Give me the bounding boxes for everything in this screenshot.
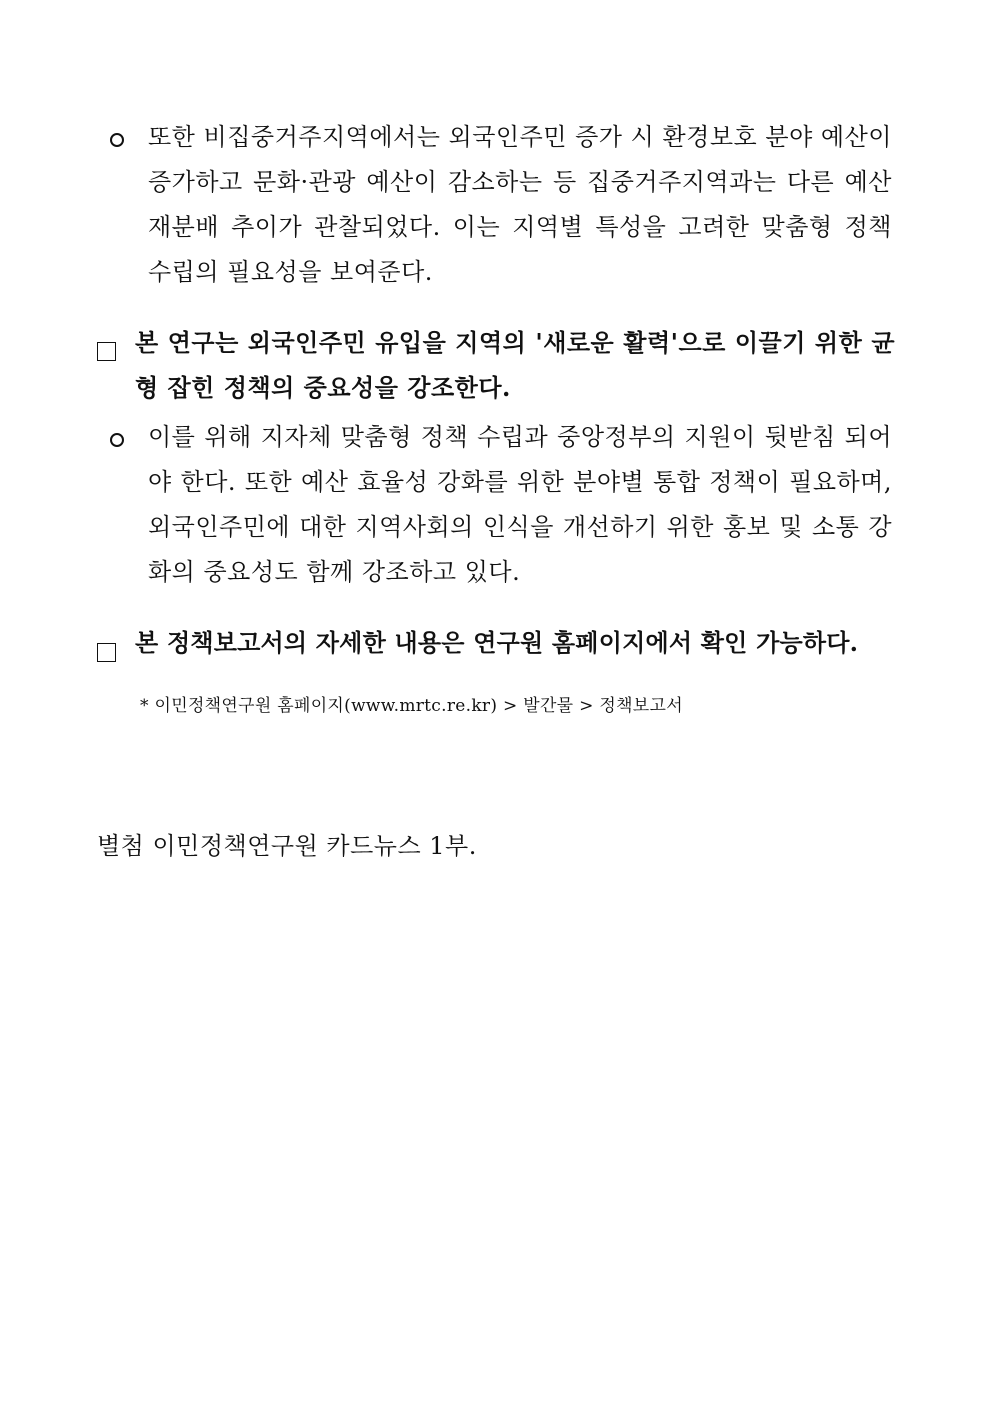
square-bullet-icon [97, 332, 116, 377]
homepage-note: * 이민정책연구원 홈페이지(www.mrtc.re.kr) > 발간물 > 정책보고서 [140, 696, 683, 716]
circle-bullet-icon [110, 418, 124, 463]
heading-report-availability: 본 정책보고서의 자세한 내용은 연구원 홈페이지에서 확인 가능하다. [135, 628, 859, 657]
heading-research-emphasis: 본 연구는 외국인주민 유입을 지역의 '새로운 활력'으로 이끌기 위한 균형 잡힌 정책의 중요성을 강조한다. [135, 328, 895, 402]
paragraph-budget-redistribution: 또한 비집중거주지역에서는 외국인주민 증가 시 환경보호 분야 예산이 증가하고 문화·관광 예산이 감소하는 등 집중거주지역과는 다른 예산 재분배 추이가 관찰되었다. 이는 지역별 특성을 고려한 맞춤형 정책 수립의 필요성을 보여준다. [148, 123, 892, 286]
attachment-line: 별첨 이민정책연구원 카드뉴스 1부. [97, 832, 477, 860]
square-bullet-icon [97, 633, 116, 678]
paragraph-policy-recommendations: 이를 위해 지자체 맞춤형 정책 수립과 중앙정부의 지원이 뒷받침 되어야 한다. 또한 예산 효율성 강화를 위한 분야별 통합 정책이 필요하며, 외국인주민에 대한 지역사회의 인식을 개선하기 위한 홍보 및 소통 강화의 중요성도 함께 강조하고 있다. [148, 423, 892, 586]
circle-bullet-icon [110, 118, 124, 163]
